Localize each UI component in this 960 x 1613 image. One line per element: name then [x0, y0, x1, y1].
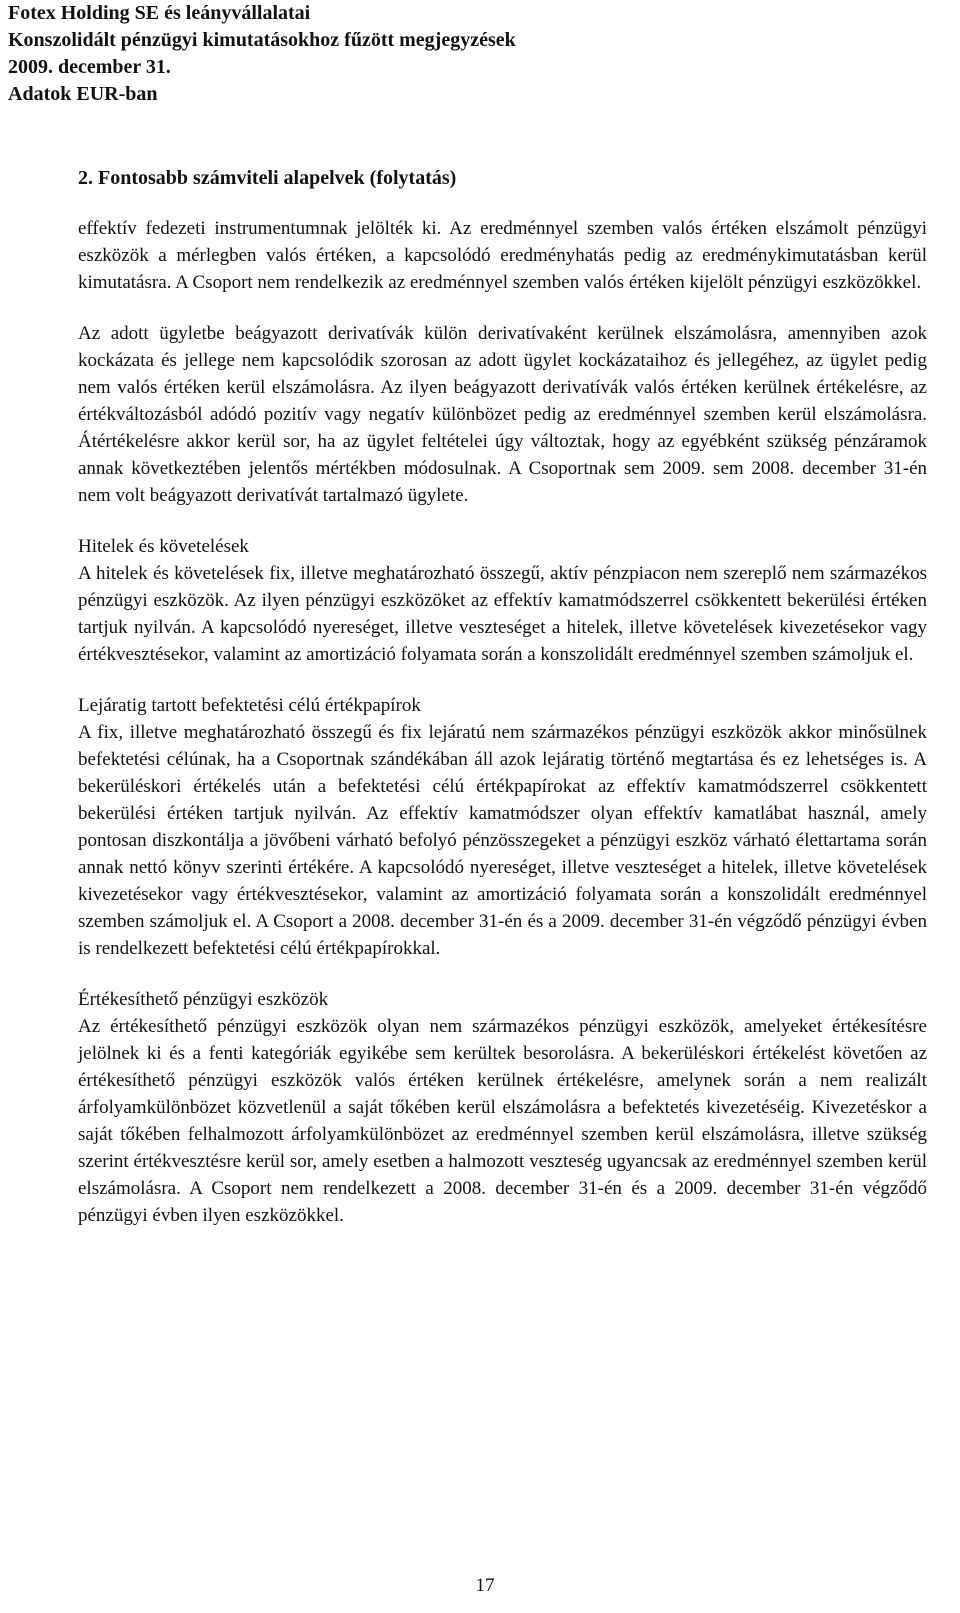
- section-title: 2. Fontosabb számviteli alapelvek (folytatás): [78, 167, 457, 189]
- company-name: Fotex Holding SE és leányvállalatai: [8, 2, 311, 24]
- paragraph-gap: [78, 962, 927, 986]
- subheading-loans: Hitelek és követelések: [78, 536, 249, 557]
- paragraph-gap: [78, 509, 927, 533]
- report-date: 2009. december 31.: [8, 56, 171, 78]
- paragraph-available-for-sale: Az értékesíthető pénzügyi eszközök olyan nem származékos pénzügyi eszközök, amelyeket értékesítésre jelölnek ki és a fenti kategóriák egyikébe sem kerültek besorolásra. A bekerüléskori értékelést követően az értékesíthető pénzügyi eszközök valós értéken kerülnek értékelésre, amelynek során a nem realizált árfolyamkülönbözet közvetlenül a saját tőkében kerül elszámolásra a befektetés kivezetéséig. Kivezetéskor a saját tőkében felhalmozott árfolyamkülönbözet az eredménnyel szemben kerül elszámolásra, illetve szükség szerint értékvesztésre kerül sor, amely esetben a halmozott veszteség ugyancsak az eredménnyel szemben kerül elszámolásra. A Csoport nem rendelkezett a 2008. december 31-én és a 2009. december 31-én végződő pénzügyi évben ilyen eszközökkel.: [78, 1016, 927, 1226]
- paragraph-gap: [78, 668, 927, 692]
- subheading-available-for-sale: Értékesíthető pénzügyi eszközök: [78, 989, 329, 1010]
- paragraph-fair-value: effektív fedezeti instrumentumnak jelölték ki. Az eredménnyel szemben valós értéken elszámolt pénzügyi eszközök a mérlegben valós értéken, a kapcsolódó eredményhatás pedig az eredménykimutatásban kerül kimutatásra. A Csoport nem rendelkezik az eredménnyel szemben valós értéken kijelölt pénzügyi eszközökkel.: [78, 218, 927, 293]
- paragraph-held-to-maturity: A fix, illetve meghatározható összegű és fix lejáratú nem származékos pénzügyi eszközök akkor minősülnek befektetési célúnak, ha a Csoportnak szándékában áll azok lejáratig történő megtartása és ez lehetséges is. A bekerüléskori értékelés után a befektetési célú értékpapírokat az effektív kamatmódszerrel csökkentett bekerülési értéken tartjuk nyilván. Az effektív kamatmódszer olyan effektív kamatlábat használ, amely pontosan diszkontálja a jövőbeni várható befolyó pénzösszegeket a pénzügyi eszköz várható élettartama során annak nettó könyv szerinti értékére. A kapcsolódó nyereséget, illetve veszteséget a hitelek, illetve követelések kivezetésekor vagy értékvesztésekor, valamint az amortizáció folyamata során a konszolidált eredménnyel szemben számoljuk el. A Csoport a 2008. december 31-én és a 2009. december 31-én végződő pénzügyi évben is rendelkezett befektetési célú értékpapírokkal.: [78, 722, 927, 959]
- paragraph-gap: [78, 296, 927, 320]
- currency-note: Adatok EUR-ban: [8, 83, 158, 105]
- page-number: 17: [475, 1575, 495, 1596]
- paragraph-loans: A hitelek és követelések fix, illetve meghatározható összegű, aktív pénzpiacon nem szereplő nem származékos pénzügyi eszközök. Az ilyen pénzügyi eszközöket az effektív kamatmódszerrel csökkentett bekerülési értéken tartjuk nyilván. A kapcsolódó nyereséget, illetve veszteséget a hitelek, illetve követelések kivezetésekor vagy értékvesztésekor, valamint az amortizáció folyamata során a konszolidált eredménnyel szemben számoljuk el.: [78, 563, 927, 665]
- document-header: [8, 0, 908, 108]
- document-body: [78, 215, 927, 1229]
- document-title: Konszolidált pénzügyi kimutatásokhoz fűzött megjegyzések: [8, 29, 516, 51]
- subheading-held-to-maturity: Lejáratig tartott befektetési célú értékpapírok: [78, 695, 421, 716]
- paragraph-embedded-derivatives: Az adott ügyletbe beágyazott derivatívák külön derivatívaként kerülnek elszámolásra, amennyiben azok kockázata és jellege nem kapcsolódik szorosan az adott ügylet kockázataihoz és jellegéhez, az ügylet pedig nem valós értéken kerül elszámolásra. Az ilyen beágyazott derivatívák valós értéken kerülnek értékelésre, az értékváltozásból adódó pozitív vagy negatív különbözet pedig az eredménnyel szemben kerül elszámolásra. Átértékelésre akkor kerül sor, ha az ügylet feltételei úgy változtak, hogy az egyébként szükség pénzáramok annak következtében jelentős mértékben módosulnak. A Csoportnak sem 2009. sem 2008. december 31-én nem volt beágyazott derivatívát tartalmazó ügylete.: [78, 323, 927, 506]
